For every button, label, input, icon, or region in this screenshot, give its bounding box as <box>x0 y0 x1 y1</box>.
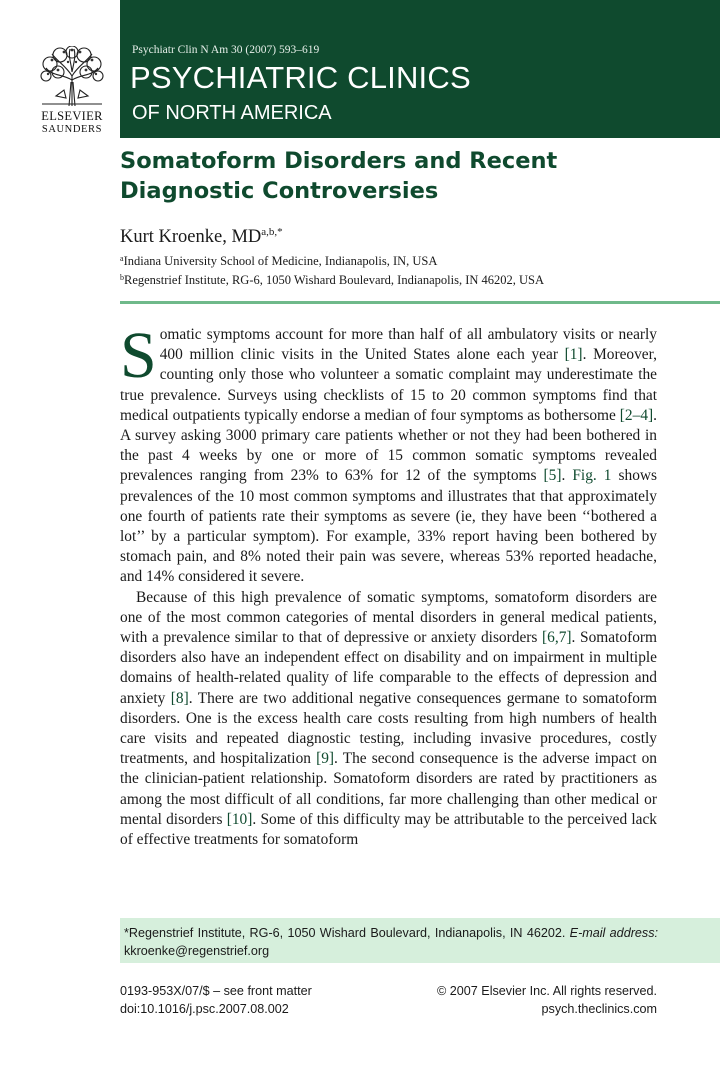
paragraph-text: shows prevalences of the 10 most common symptoms and illustrates that that approximately one fourth of patients rate their symptoms as severe (ie, they have been ‘‘bothered a lot’’ by a particular symptom). For example, 33% report having been bothered by stomach pain, and 8% noted their pain was severe, whereas 53% reported headache, and 14% considered it severe. <box>120 467 657 586</box>
paragraph-text: . <box>561 467 573 485</box>
email-label: E-mail address: <box>569 926 658 940</box>
article-body <box>120 319 658 850</box>
affiliation-text: Indiana University School of Medicine, Indianapolis, IN, USA <box>123 254 438 268</box>
affiliation-a <box>120 254 437 269</box>
author-name: Kurt Kroenke, MD <box>120 227 262 247</box>
paragraph-text: . There are two additional negative consequences germane to somatoform disorders. One is the excess health care costs resulting from high numbers of health care visits and repeated diagnostic testing, including invasive procedures, costly treatments, and hospitalization <box>120 689 657 768</box>
footnote-address: *Regenstrief Institute, RG-6, 1050 Wishard Boulevard, Indianapolis, IN 46202. <box>124 926 570 940</box>
paragraph-text: . A survey asking 3000 primary care patients whether or not they had been bothered in the past 4 weeks by one or more of 15 common somatic symptoms revealed prevalences ranging from 23% to 63% for 12 of the symptoms <box>120 406 657 485</box>
section-divider <box>120 301 720 304</box>
footer-left <box>120 982 312 1018</box>
citation-link[interactable]: [9] <box>316 750 335 768</box>
publisher-imprint: SAUNDERS <box>41 124 103 135</box>
copyright-line: © 2007 Elsevier Inc. All rights reserved. <box>437 984 657 998</box>
journal-url-link[interactable]: psych.theclinics.com <box>541 1002 657 1016</box>
email-link[interactable]: kkroenke@regenstrief.org <box>124 944 270 958</box>
paragraph-2 <box>120 588 657 851</box>
citation-link[interactable]: [6,7] <box>542 629 572 647</box>
publisher-name: ELSEVIER <box>41 109 103 123</box>
issn-line: 0193-953X/07/$ – see front matter <box>120 984 312 998</box>
author-line <box>120 226 283 248</box>
article-title: Somatoform Disorders and Recent Diagnostic Controversies <box>120 148 558 204</box>
affiliation-b <box>120 273 544 288</box>
journal-title: PSYCHIATRIC CLINICS <box>130 60 471 95</box>
paragraph-text: . Somatoform disorders also have an independent effect on disability and on impairment in multiple domains of health-related quality of life comparable to the effects of depression and anxiety <box>120 629 657 707</box>
drop-cap: S <box>120 319 157 392</box>
citation-link[interactable]: [10] <box>226 810 253 828</box>
paragraph-text: . Moreover, counting only those who volunteer a somatic complaint may underestimate the true prevalence. Surveys using checklists of 15 to 20 common symptoms find that medical outpatients typically endorse a median of four symptoms as bothersome <box>120 346 657 424</box>
paragraph-text: Because of this high prevalence of somatic symptoms, somatoform disorders are one of the most common categories of mental disorders in general medical patients, with a prevalence similar to that of depressive or anxiety disorders <box>120 588 657 647</box>
citation-link[interactable]: [2–4] <box>619 406 654 424</box>
figure-link[interactable]: Fig. 1 <box>572 467 612 485</box>
paragraph-text: . Some of this difficulty may be attributable to the perceived lack of effective treatments for somatoform <box>120 810 658 849</box>
correspondence-footnote <box>120 918 720 963</box>
doi-link[interactable]: doi:10.1016/j.psc.2007.08.002 <box>120 1002 289 1016</box>
author-affiliation-marks: a,b,* <box>261 226 283 238</box>
journal-citation: Psychiatr Clin N Am 30 (2007) 593–619 <box>132 44 320 56</box>
affiliation-mark: a <box>120 254 124 263</box>
footer-right <box>437 982 657 1018</box>
affiliation-mark: b <box>120 273 124 282</box>
publisher-logo <box>34 46 110 136</box>
journal-header <box>120 0 720 138</box>
journal-subtitle: OF NORTH AMERICA <box>132 102 332 124</box>
citation-link[interactable]: [1] <box>564 346 583 364</box>
paragraph-text: omatic symptoms account for more than half of all ambulatory visits or nearly 400 million clinic visits in the United States alone each year <box>159 326 657 364</box>
citation-link[interactable]: [8] <box>170 689 189 707</box>
elsevier-tree-icon <box>38 46 106 108</box>
paragraph-text: . The second consequence is the adverse impact on the clinician-patient relationship. Somatoform disorders are rated by practitioners as among the most difficult of all conditions, far more challenging than other medical or mental disorders <box>120 750 657 828</box>
citation-link[interactable]: [5] <box>543 467 562 485</box>
footnote-text <box>124 924 658 960</box>
affiliation-text: Regenstrief Institute, RG-6, 1050 Wishard Boulevard, Indianapolis, IN 46202, USA <box>124 273 545 287</box>
paragraph-1 <box>120 319 657 588</box>
